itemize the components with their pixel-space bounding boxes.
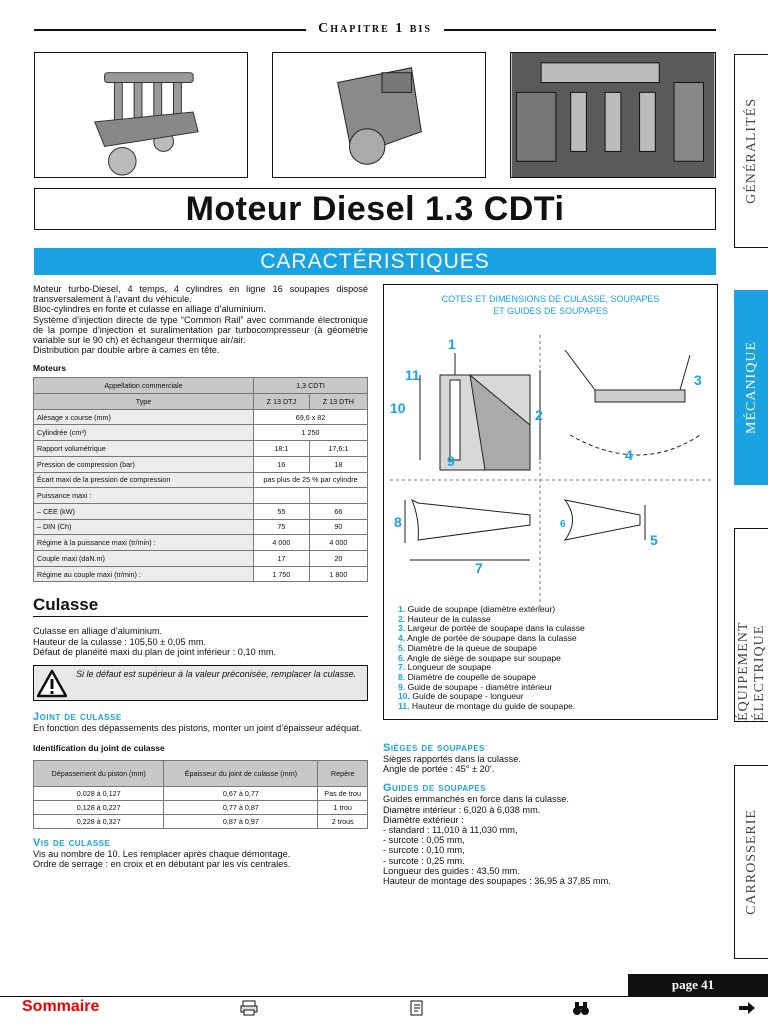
- photo-engine-block: [272, 52, 486, 178]
- row-value: 4 000: [254, 535, 310, 551]
- row-value: pas plus de 25 % par cylindre: [254, 472, 368, 488]
- callout-8: 8: [394, 514, 402, 530]
- guides-line: Longueur des guides : 43,50 mm.: [383, 865, 520, 876]
- right-column: [383, 284, 718, 886]
- table-header: Appellation commerciale: [34, 378, 254, 394]
- row-label: Alésage x course (mm): [34, 409, 254, 425]
- cell: 0,028 à 0,127: [34, 787, 164, 801]
- guides-line: - surcote : 0,25 mm.: [383, 855, 465, 866]
- culasse-line: Hauteur de la culasse : 105,50 ± 0,05 mm.: [33, 636, 207, 647]
- figure-title-line: ET GUIDES DE SOUPAPES: [493, 306, 608, 316]
- vis-heading: Vis de culasse: [33, 837, 111, 850]
- footer-rule: [0, 996, 768, 997]
- seat-detail-drawing: [565, 350, 700, 455]
- sieges-heading: Sièges de soupapes: [383, 742, 485, 754]
- guides-heading: Guides de soupapes: [383, 782, 487, 795]
- legend-item: 5. Diamètre de la queue de soupape: [398, 642, 538, 653]
- table-row: [34, 815, 368, 829]
- row-label: – CEE (kW): [34, 503, 254, 519]
- callout-5: 5: [650, 532, 658, 548]
- vis-line: Vis au nombre de 10. Les remplacer après chaque démontage.: [33, 849, 291, 860]
- row-label: Régime au couple maxi (tr/min) :: [34, 566, 254, 582]
- callout-1: 1: [448, 336, 456, 352]
- row-value: 20: [309, 550, 367, 566]
- callout-6: 6: [560, 519, 566, 530]
- table-header: 1,3 CDTI: [254, 378, 368, 394]
- legend-item: 8. Diamètre de coupelle de soupape: [398, 671, 537, 682]
- notes-icon[interactable]: [408, 1000, 426, 1016]
- sieges-line: Sièges rapportés dans la culasse.: [383, 754, 521, 764]
- guides-line: Diamètre intérieur : 6,020 à 6,038 mm.: [383, 804, 541, 815]
- cell: 0,128 à 0,227: [34, 801, 164, 815]
- binoculars-icon[interactable]: [572, 1000, 590, 1016]
- table-row: [34, 409, 368, 425]
- table-row: [34, 425, 368, 441]
- table-header: Dépassement du piston (mm): [34, 761, 164, 787]
- row-label: Pression de compression (bar): [34, 456, 254, 472]
- table-row: [34, 566, 368, 582]
- cell: 0,228 à 0,327: [34, 815, 164, 829]
- table-row: [34, 456, 368, 472]
- valve-diagram: [390, 335, 712, 610]
- row-label: – DIN (Ch): [34, 519, 254, 535]
- table-row: [34, 488, 368, 504]
- cell: 0,87 à 0,97: [164, 815, 318, 829]
- callout-4: 4: [625, 447, 633, 463]
- table-row: [34, 441, 368, 457]
- callout-7: 7: [475, 560, 483, 576]
- moteurs-heading: Moteurs: [33, 363, 67, 374]
- tab-equipement-label: ÉQUIPEMENT ÉLECTRIQUE: [735, 621, 767, 721]
- figure-title: [384, 293, 717, 317]
- legend-item: 2. Hauteur de la culasse: [398, 613, 491, 624]
- row-value: 69,6 x 82: [254, 409, 368, 425]
- valve-figure: [383, 284, 718, 720]
- sieges-line: Angle de portée : 45° ± 20’.: [383, 764, 495, 775]
- chapter-label: Chapitre 1 bis: [306, 21, 444, 37]
- table-row: [34, 801, 368, 815]
- head-section-drawing: [420, 353, 540, 470]
- cell: 0,67 à 0,77: [164, 787, 318, 801]
- tab-equipement-electrique[interactable]: [734, 528, 768, 722]
- guides-line: Guides emmanchés en force dans la culasse.: [383, 794, 569, 805]
- guides-line: - standard : 11,010 à 11,030 mm,: [383, 825, 518, 836]
- callout-3: 3: [694, 372, 702, 388]
- row-value: 17,6:1: [309, 441, 367, 457]
- guides-line: - surcote : 0,05 mm,: [383, 835, 465, 846]
- valve-detail-drawing: [565, 500, 645, 540]
- cell: Pas de trou: [318, 787, 368, 801]
- table-row: [34, 472, 368, 488]
- row-label: Écart maxi de la pression de compression: [34, 472, 254, 488]
- row-label: Puissance maxi :: [34, 488, 254, 504]
- row-value: 18:1: [254, 441, 310, 457]
- joint-table: [33, 760, 368, 829]
- chapter-header: [34, 20, 716, 40]
- culasse-line: Défaut de planéité maxi du plan de joint inférieur : 0,10 mm.: [33, 646, 277, 657]
- tab-mecanique[interactable]: [734, 290, 768, 485]
- legend-item: 1. Guide de soupape (diamètre extérieur): [398, 604, 556, 614]
- table-row: [34, 535, 368, 551]
- callout-9: 9: [447, 453, 455, 469]
- callout-2: 2: [535, 407, 543, 423]
- table-row: [34, 519, 368, 535]
- culasse-heading: Culasse: [33, 595, 368, 617]
- figure-title-line: COTES ET DIMENSIONS DE CULASSE, SOUPAPES: [441, 294, 660, 304]
- row-value: 1 750: [254, 566, 310, 582]
- valve-long-drawing: [405, 500, 530, 560]
- legend-item: 10. Guide de soupape - longueur: [398, 691, 524, 702]
- callout-10: 10: [390, 400, 406, 416]
- photo-injection-rail: [34, 52, 248, 178]
- row-value: 17: [254, 550, 310, 566]
- intro-line: Distribution par double arbre à cames en tête.: [33, 345, 220, 356]
- tab-generalites-label: GÉNÉRALITÉS: [743, 98, 759, 204]
- cell: 2 trous: [318, 815, 368, 829]
- table-header: Type: [34, 394, 254, 410]
- tab-carrosserie-label: CARROSSERIE: [743, 809, 759, 915]
- row-value: 4 000: [309, 535, 367, 551]
- engine-spec-table: [33, 377, 368, 582]
- print-icon[interactable]: [240, 1000, 258, 1016]
- table-row: [34, 787, 368, 801]
- intro-line: Bloc-cylindres en fonte et culasse en alliage d’aluminium.: [33, 304, 266, 315]
- guides-line: - surcote : 0,10 mm,: [383, 845, 465, 856]
- sommaire-link[interactable]: Sommaire: [22, 998, 100, 1015]
- figure-legend: [398, 605, 585, 712]
- legend-item: 4. Angle de portée de soupape dans la culasse: [398, 633, 577, 644]
- warning-box: [33, 665, 368, 701]
- row-value: 75: [254, 519, 310, 535]
- cell: 0,77 à 0,87: [164, 801, 318, 815]
- warning-icon: [37, 669, 67, 699]
- vis-line: Ordre de serrage : en croix et en débutant par les vis centrales.: [33, 859, 291, 870]
- row-label: Régime à la puissance maxi (tr/min) :: [34, 535, 254, 551]
- culasse-line: Culasse en alliage d’aluminium.: [33, 626, 163, 637]
- table-header: Repère: [318, 761, 368, 787]
- page-number: page 41: [628, 974, 768, 996]
- tab-generalites[interactable]: [734, 54, 768, 248]
- legend-item: 6. Angle de siège de soupape sur soupape: [398, 652, 561, 663]
- row-value: [309, 488, 367, 504]
- photo-engine-compartment: [510, 52, 716, 178]
- guides-line: Diamètre extérieur :: [383, 814, 464, 825]
- joint-text: En fonction des dépassements des pistons, monter un joint d’épaisseur adéquat.: [33, 722, 362, 733]
- row-value: 90: [309, 519, 367, 535]
- legend-item: 9. Guide de soupape - diamètre intérieur: [398, 681, 553, 692]
- intro-line: Système d’injection directe de type “Common Rail” avec commande électronique de la pompe d’injection et suralimentation par turbocompresseur (à géométrie variable sur le 90 ch) et échangeur thermique air/air.: [33, 314, 368, 346]
- page-title-box: [34, 188, 716, 230]
- next-arrow-icon[interactable]: [738, 1000, 756, 1016]
- section-banner: CARACTÉRISTIQUES: [34, 248, 716, 275]
- joint-heading: Joint de culasse: [33, 710, 122, 723]
- row-label: Rapport volumétrique: [34, 441, 254, 457]
- guides-line: Hauteur de montage des soupapes : 36,95 à 37,85 mm.: [383, 876, 611, 887]
- row-value: 1 800: [309, 566, 367, 582]
- row-value: 55: [254, 503, 310, 519]
- table-header: Z 13 DTJ: [254, 394, 310, 410]
- row-label: Cylindrée (cm³): [34, 425, 254, 441]
- left-column: [33, 284, 368, 870]
- row-value: 18: [309, 456, 367, 472]
- joint-sub-heading: Identification du joint de culasse: [33, 743, 165, 754]
- callout-11: 11: [405, 367, 420, 383]
- warning-text: Si le défaut est supérieur à la valeur préconisée, remplacer la culasse.: [76, 668, 357, 679]
- row-value: 1 250: [254, 425, 368, 441]
- table-header: Z 13 DTH: [309, 394, 367, 410]
- table-row: [34, 503, 368, 519]
- table-header: Épaisseur du joint de culasse (mm): [164, 761, 318, 787]
- legend-item: 11. Hauteur de montage du guide de soupape.: [398, 701, 576, 712]
- cell: 1 trou: [318, 801, 368, 815]
- legend-item: 7. Longueur de soupape: [398, 662, 492, 673]
- page-title: Moteur Diesel 1.3 CDTi: [185, 189, 565, 228]
- tab-mecanique-label: MÉCANIQUE: [743, 341, 759, 434]
- row-value: 16: [254, 456, 310, 472]
- row-value: 66: [309, 503, 367, 519]
- table-row: [34, 550, 368, 566]
- intro-text: [33, 284, 368, 355]
- legend-item: 3. Largeur de portée de soupape dans la culasse: [398, 623, 585, 634]
- row-label: Couple maxi (daN.m): [34, 550, 254, 566]
- tab-carrosserie[interactable]: [734, 765, 768, 959]
- intro-line: Moteur turbo-Diesel, 4 temps, 4 cylindres en ligne 16 soupapes disposé transversalement à l’avant du véhicule.: [33, 284, 368, 305]
- row-value: [254, 488, 310, 504]
